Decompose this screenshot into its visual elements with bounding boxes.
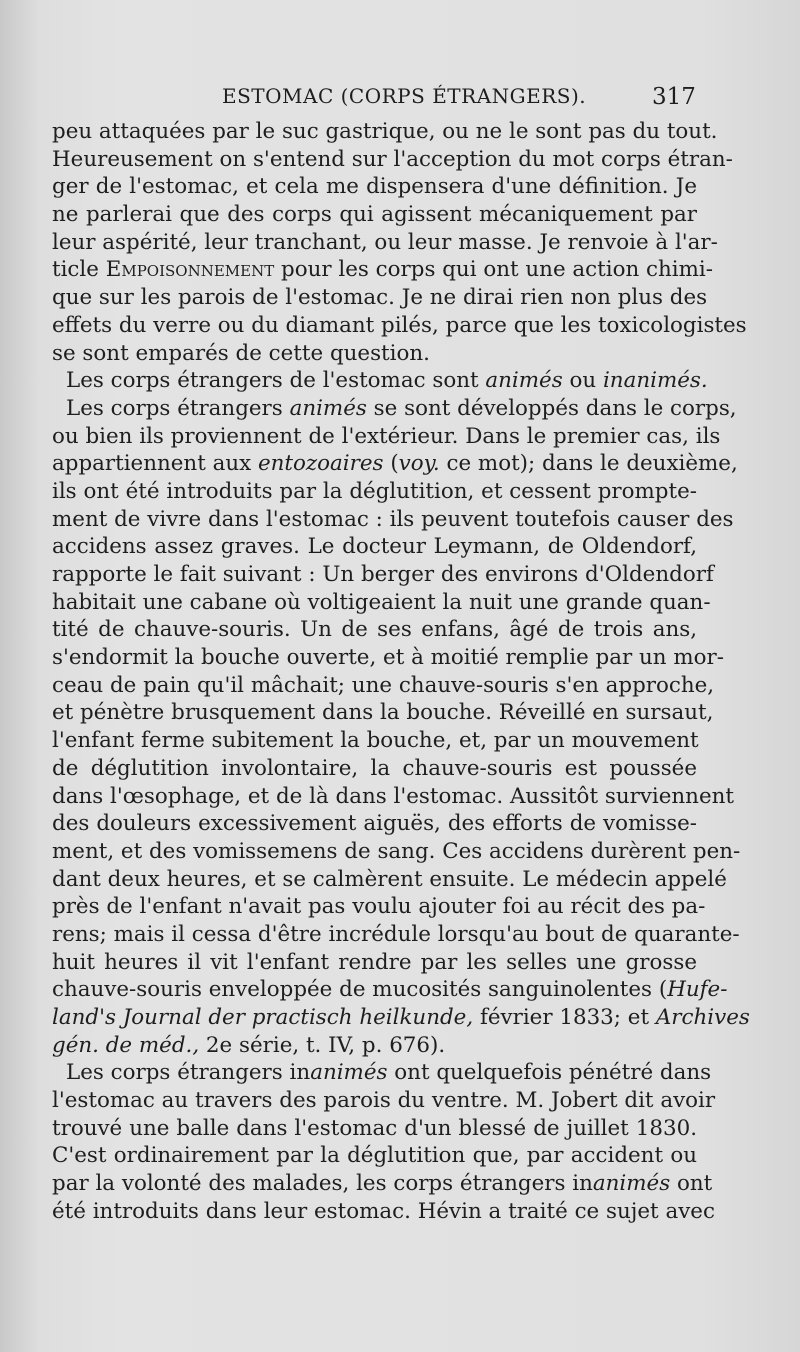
text-line: été introduits dans leur estomac. Hévin a traité ce sujet avec	[52, 1198, 715, 1224]
text-line: C'est ordinairement par la déglutition que, par accident ou	[52, 1143, 697, 1169]
text-line: ils ont été introduits par la déglutition, et cessent prompte-	[52, 478, 697, 504]
text-line: peu attaquées par le suc gastrique, ou ne le sont pas du tout.	[52, 119, 718, 144]
text-line: dant deux heures, et se calmèrent ensuite. Le médecin appelé	[52, 866, 727, 892]
text-line: gén. de méd., 2e série, t. IV, p. 676).	[52, 1032, 446, 1058]
text-line: Les corps étrangers animés se sont développés dans le corps,	[66, 395, 737, 421]
text-line: ou bien ils proviennent de l'extérieur. Dans le premier cas, ils	[52, 423, 721, 449]
text-line: et pénètre brusquement dans la bouche. Réveillé en sursaut,	[52, 700, 714, 726]
page-number: 317	[652, 84, 696, 110]
text-line: Les corps étrangers inanimés ont quelquefois pénétré dans	[66, 1060, 712, 1086]
text-line: l'enfant ferme subitement la bouche, et, par un mouvement	[52, 728, 699, 754]
text-line: l'estomac au travers des parois du ventre. M. Jobert dit avoir	[52, 1088, 716, 1114]
text-line: tité de chauve-souris. Un de ses enfans, âgé de trois ans,	[52, 617, 697, 643]
text-line: leur aspérité, leur tranchant, ou leur masse. Je renvoie à l'ar-	[52, 229, 718, 255]
text-line: land's Journal der practisch heilkunde, février 1833; et Archives	[52, 1005, 750, 1030]
text-line: par la volonté des malades, les corps étrangers inanimés ont	[52, 1171, 713, 1197]
text-line: habitait une cabane où voltigeaient la nuit une grande quan-	[52, 589, 711, 615]
body-text	[52, 118, 750, 1226]
text-line: chauve-souris enveloppée de mucosités sanguinolentes (Hufe-	[52, 977, 728, 1003]
text-line: Les corps étrangers de l'estomac sont animés ou inanimés.	[66, 368, 708, 394]
text-line: ger de l'estomac, et cela me dispensera d'une définition. Je	[52, 174, 697, 200]
text-line: de déglutition involontaire, la chauve-souris est poussée	[52, 755, 697, 781]
text-line: que sur les parois de l'estomac. Je ne dirai rien non plus des	[52, 285, 708, 311]
page-header	[0, 84, 800, 114]
text-line: dans l'œsophage, et de là dans l'estomac. Aussitôt surviennent	[52, 783, 734, 809]
text-line: rapporte le fait suivant : Un berger des environs d'Oldendorf	[52, 562, 714, 587]
text-line: s'endormit la bouche ouverte, et à moitié remplie par un mor-	[52, 645, 724, 671]
text-line: près de l'enfant n'avait pas voulu ajouter foi au récit des pa-	[52, 894, 706, 920]
text-line: rens; mais il cessa d'être incrédule lorsqu'au bout de quarante-	[52, 921, 740, 947]
text-line: ment, et des vomissemens de sang. Ces accidens durèrent pen-	[52, 838, 741, 864]
running-head: ESTOMAC (CORPS ÉTRANGERS).	[222, 84, 587, 108]
text-line: ne parlerai que des corps qui agissent mécaniquement par	[52, 202, 697, 228]
text-line: ticle Empoisonnement pour les corps qui ont une action chimi-	[52, 257, 713, 283]
text-line: des douleurs excessivement aiguës, des efforts de vomisse-	[52, 811, 697, 837]
text-line: ceau de pain qu'il mâchait; une chauve-souris s'en approche,	[52, 672, 715, 698]
text-line: appartiennent aux entozoaires (voy. ce mot); dans le deuxième,	[52, 451, 738, 477]
text-line: Heureusement on s'entend sur l'acception du mot corps étran-	[52, 146, 733, 172]
text-line: trouvé une balle dans l'estomac d'un blessé de juillet 1830.	[52, 1115, 697, 1141]
text-line: se sont emparés de cette question.	[52, 340, 430, 366]
text-line: ment de vivre dans l'estomac : ils peuvent toutefois causer des	[52, 506, 734, 532]
text-line: effets du verre ou du diamant pilés, parce que les toxicologistes	[52, 312, 747, 338]
text-line: huit heures il vit l'enfant rendre par les selles une grosse	[52, 949, 697, 975]
text-line: accidens assez graves. Le docteur Leymann, de Oldendorf,	[52, 534, 697, 560]
